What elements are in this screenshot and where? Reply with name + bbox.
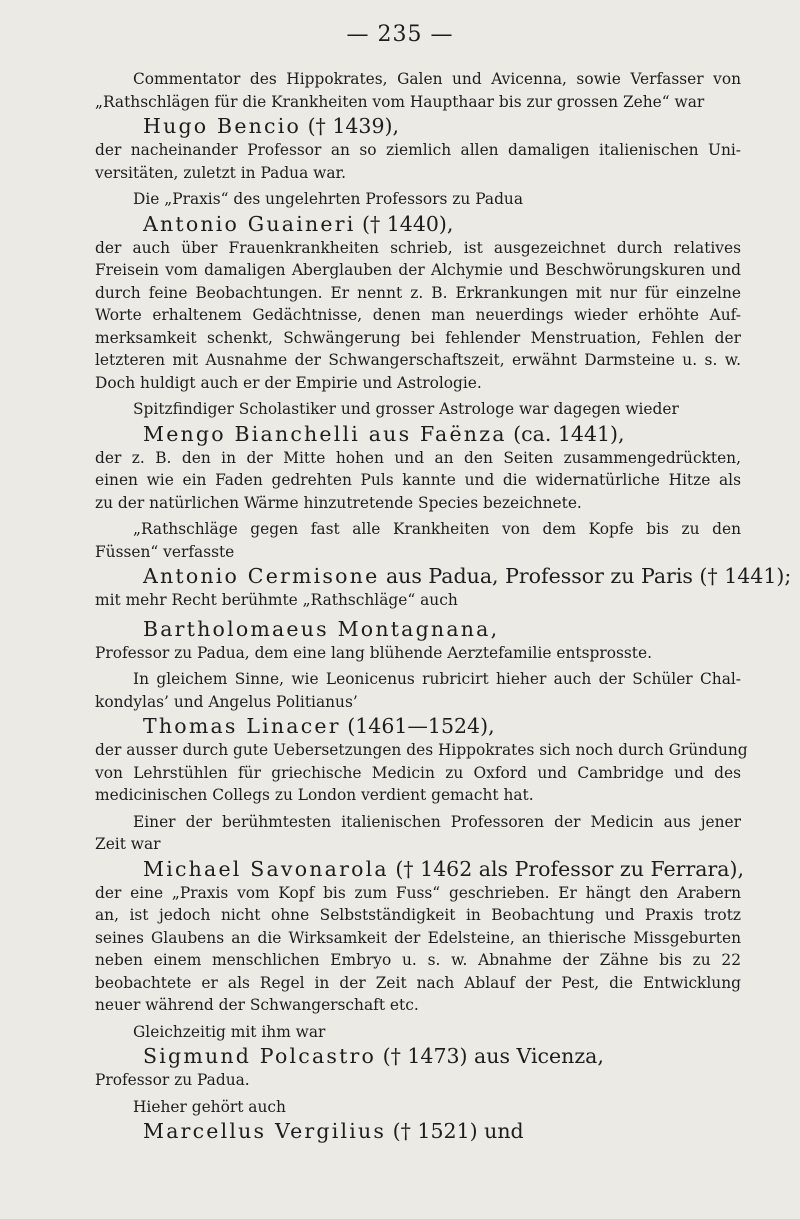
text-line: Worte erhaltenem Gedächtnisse, denen man neuerdings wieder erhöhte Auf- xyxy=(95,306,741,324)
person-name-line xyxy=(95,211,741,237)
text-line: einen wie ein Faden gedrehten Puls kannte und die widernatürliche Hitze als xyxy=(95,471,741,489)
paragraph xyxy=(95,811,745,1021)
text-line: neuer während der Schwangerschaft etc. xyxy=(95,996,419,1014)
paragraph xyxy=(95,68,741,188)
person-name: Marcellus Vergilius xyxy=(143,1119,387,1143)
text-line: der eine „Praxis vom Kopf bis zum Fuss“ geschrieben. Er hängt den Arabern xyxy=(95,883,741,902)
text-line: beobachtete er als Regel in der Zeit nach Ablauf der Pest, die Entwicklung xyxy=(95,973,741,992)
text-line: Professor zu Padua, dem eine lang blühende Aerztefamilie entsprosste. xyxy=(95,643,652,662)
paragraph xyxy=(95,398,741,518)
person-name-line xyxy=(95,1118,741,1144)
person-name-line xyxy=(95,421,741,447)
text-line: In gleichem Sinne, wie Leonicenus rubricirt hieher auch der Schüler Chal- xyxy=(133,670,741,688)
person-name: Bartholomaeus Montagnana xyxy=(143,616,491,641)
person-name-detail: aus Padua, Professor zu Paris († 1441); xyxy=(379,564,792,588)
text-line: merksamkeit schenkt, Schwängerung bei fehlender Menstruation, Fehlen der xyxy=(95,328,741,347)
text-line: Gleichzeitig mit ihm war xyxy=(133,1022,326,1041)
text-line: kondylas’ und Angelus Politianus’ xyxy=(95,692,358,711)
text-line: Zeit war xyxy=(95,835,161,853)
text-line: versitäten, zuletzt in Padua war. xyxy=(95,163,347,182)
person-name-line xyxy=(95,563,792,589)
text-line: Doch huldigt auch er der Empirie und Astrologie. xyxy=(95,373,482,392)
text-line: „Rathschläge gegen fast alle Krankheiten von dem Kopfe bis zu den xyxy=(133,520,741,538)
text-line: letzteren mit Ausnahme der Schwangerschaftszeit, erwähnt Darmsteine u. s. w. xyxy=(95,351,741,369)
person-name: Antonio Guaineri xyxy=(143,211,356,236)
paragraph xyxy=(95,1021,741,1096)
page-number: — 235 — xyxy=(346,22,454,47)
text-line: von Lehrstühlen für griechische Medicin zu Oxford und Cambridge und des xyxy=(95,763,741,782)
person-name-line xyxy=(95,113,741,139)
person-name-detail: (1461—1524), xyxy=(340,714,495,738)
text-line: „Rathschlägen für die Krankheiten vom Haupthaar bis zur grossen Zehe“ war xyxy=(95,92,705,111)
text-line: medicinischen Collegs zu London verdient gemacht hat. xyxy=(95,786,534,804)
text-line: der auch über Frauenkrankheiten schrieb, ist ausgezeichnet durch relatives xyxy=(95,238,741,257)
text-line: der nacheinander Professor an so ziemlich allen damaligen italienischen Uni- xyxy=(95,141,741,159)
person-name-line xyxy=(95,856,745,882)
person-name-line xyxy=(95,713,741,739)
text-block xyxy=(95,68,792,1148)
paragraph xyxy=(95,616,741,669)
text-line: mit mehr Recht berühmte „Rathschläge“ auch xyxy=(95,591,458,609)
text-line: Hieher gehört auch xyxy=(133,1097,286,1116)
person-name: Sigmund Polcastro xyxy=(143,1044,377,1068)
person-name-detail: († 1473) aus Vicenza, xyxy=(376,1044,604,1068)
person-name: Hugo Bencio xyxy=(143,114,302,138)
text-line: Einer der berühmtesten italienischen Professoren der Medicin aus jener xyxy=(133,812,741,831)
person-name-detail: , xyxy=(490,616,498,641)
paragraph xyxy=(95,518,792,616)
person-name-detail: († 1440), xyxy=(355,211,454,236)
person-name: Mengo Bianchelli aus Faënza xyxy=(143,421,507,446)
person-name-line xyxy=(95,616,741,642)
text-line: seines Glaubens an die Wirksamkeit der Edelsteine, an thierische Missgeburten xyxy=(95,928,741,947)
paragraph xyxy=(95,1096,741,1149)
person-name-line xyxy=(95,1043,741,1069)
text-line: Freisein vom damaligen Aberglauben der Alchymie und Beschwörungskuren und xyxy=(95,261,741,279)
text-line: Die „Praxis“ des ungelehrten Professors zu Padua xyxy=(133,190,524,208)
text-line: durch feine Beobachtungen. Er nennt z. B. Erkrankungen mit nur für einzelne xyxy=(95,283,741,302)
text-line: an, ist jedoch nicht ohne Selbstständigkeit in Beobachtung und Praxis trotz xyxy=(95,906,741,924)
person-name-detail: (ca. 1441), xyxy=(506,421,625,446)
person-name-detail: († 1462 als Professor zu Ferrara), xyxy=(388,856,745,881)
person-name: Michael Savonarola xyxy=(143,856,389,881)
paragraph xyxy=(95,668,748,811)
text-line: Commentator des Hippokrates, Galen und Avicenna, sowie Verfasser von xyxy=(133,70,741,88)
text-line: Spitzfindiger Scholastiker und grosser Astrologe war dagegen wieder xyxy=(133,400,679,418)
paragraph xyxy=(95,188,741,398)
text-line: zu der natürlichen Wärme hinzutretende Species bezeichnete. xyxy=(95,493,582,512)
text-line: der ausser durch gute Uebersetzungen des Hippokrates sich noch durch Gründung xyxy=(95,741,748,759)
text-line: Professor zu Padua. xyxy=(95,1071,250,1089)
person-name-detail: († 1439), xyxy=(301,114,400,138)
text-line: der z. B. den in der Mitte hohen und an den Seiten zusammengedrückten, xyxy=(95,448,741,467)
text-line: neben einem menschlichen Embryo u. s. w. Abnahme der Zähne bis zu 22 xyxy=(95,951,741,969)
person-name: Thomas Linacer xyxy=(143,714,341,738)
text-line: Füssen“ verfasste xyxy=(95,542,235,561)
person-name: Antonio Cermisone xyxy=(143,564,380,588)
person-name-detail: († 1521) und xyxy=(386,1119,524,1143)
